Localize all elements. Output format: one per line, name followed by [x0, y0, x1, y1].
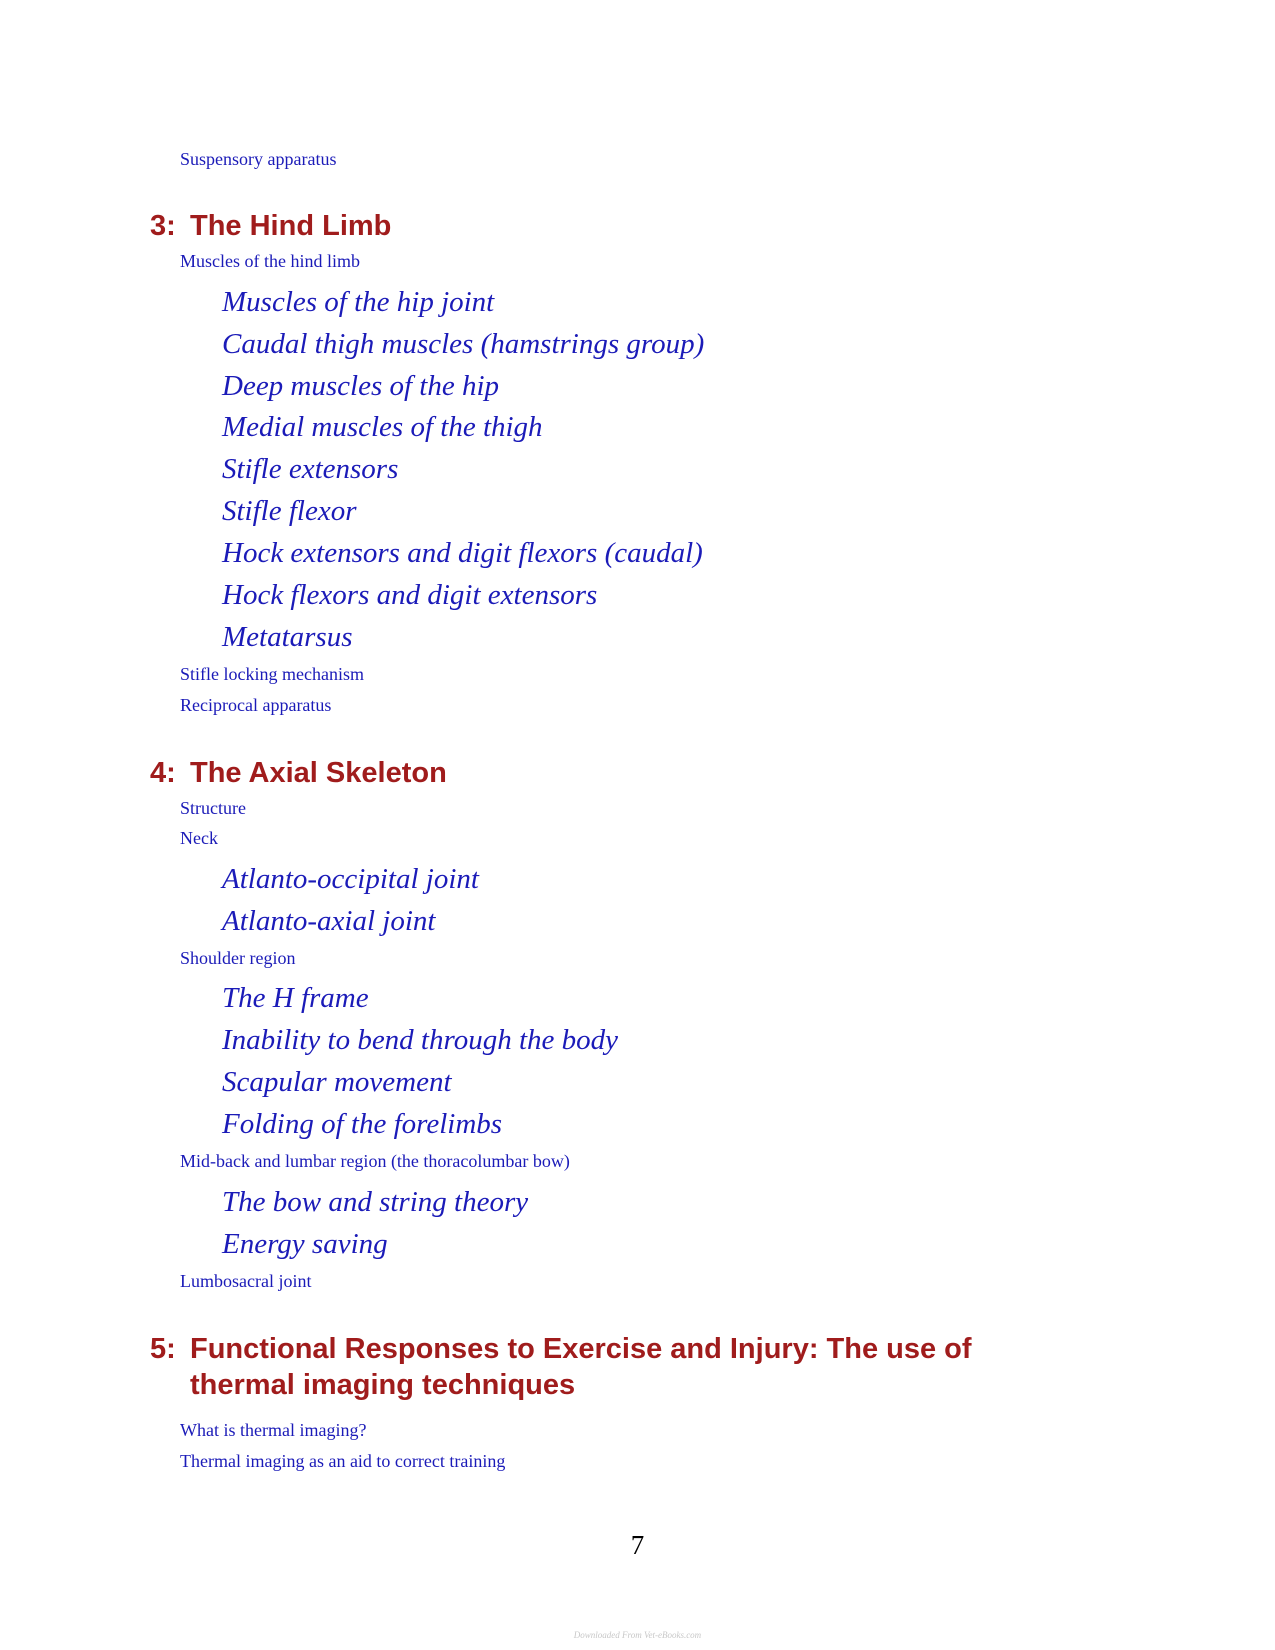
chapter-4-title: The Axial Skeleton: [190, 757, 447, 789]
page-number: 7: [630, 1530, 645, 1560]
toc-item[interactable]: Shoulder region: [180, 948, 296, 968]
chapter-5-number: 5:: [150, 1333, 176, 1365]
watermark: Downloaded From Vet-eBooks.com: [573, 1630, 702, 1640]
toc-item[interactable]: What is thermal imaging?: [180, 1420, 367, 1440]
chapter-4-heading[interactable]: [150, 755, 447, 791]
toc-item-suspensory-apparatus[interactable]: Suspensory apparatus: [180, 149, 337, 169]
toc-item[interactable]: Structure: [180, 798, 246, 818]
chapter-3-number: 3:: [150, 210, 176, 242]
toc-item[interactable]: Muscles of the hind limb: [180, 251, 360, 271]
chapter-5-heading[interactable]: [150, 1331, 972, 1401]
chapter-3-title: The Hind Limb: [190, 210, 392, 242]
chapter-4-number: 4:: [150, 757, 176, 789]
toc-item[interactable]: Lumbosacral joint: [180, 1271, 312, 1291]
toc-subitem[interactable]: Hock extensors and digit flexors (caudal): [222, 537, 703, 569]
toc-subitem[interactable]: The bow and string theory: [222, 1186, 529, 1218]
toc-subitem[interactable]: Scapular movement: [222, 1066, 452, 1098]
toc-subitem[interactable]: Stifle extensors: [222, 453, 399, 485]
toc-subitem[interactable]: Inability to bend through the body: [222, 1024, 619, 1056]
toc-subitem[interactable]: Muscles of the hip joint: [222, 286, 495, 318]
toc-subitem[interactable]: Deep muscles of the hip: [222, 370, 500, 402]
toc-subitem[interactable]: Stifle flexor: [222, 495, 357, 527]
chapter-5-title: Functional Responses to Exercise and Injury: The use of: [190, 1333, 972, 1365]
toc-subitem[interactable]: Metatarsus: [222, 621, 353, 653]
toc-subitem[interactable]: The H frame: [222, 982, 369, 1014]
toc-item[interactable]: Mid-back and lumbar region (the thoracolumbar bow): [180, 1151, 570, 1171]
chapter-5-title-continued: thermal imaging techniques: [190, 1369, 576, 1401]
toc-subitem[interactable]: Energy saving: [222, 1228, 388, 1260]
chapter-3-heading[interactable]: [150, 208, 391, 244]
toc-subitem[interactable]: Hock flexors and digit extensors: [222, 579, 598, 611]
toc-subitem[interactable]: Atlanto-axial joint: [222, 905, 436, 937]
toc-item[interactable]: Neck: [180, 828, 218, 848]
toc-item[interactable]: Thermal imaging as an aid to correct training: [180, 1451, 506, 1471]
toc-subitem[interactable]: Medial muscles of the thigh: [222, 411, 543, 443]
toc-item[interactable]: Stifle locking mechanism: [180, 664, 364, 684]
toc-item[interactable]: Reciprocal apparatus: [180, 695, 332, 715]
toc-subitem[interactable]: Folding of the forelimbs: [222, 1108, 503, 1140]
toc-subitem[interactable]: Caudal thigh muscles (hamstrings group): [222, 328, 705, 360]
toc-subitem[interactable]: Atlanto-occipital joint: [222, 863, 479, 895]
